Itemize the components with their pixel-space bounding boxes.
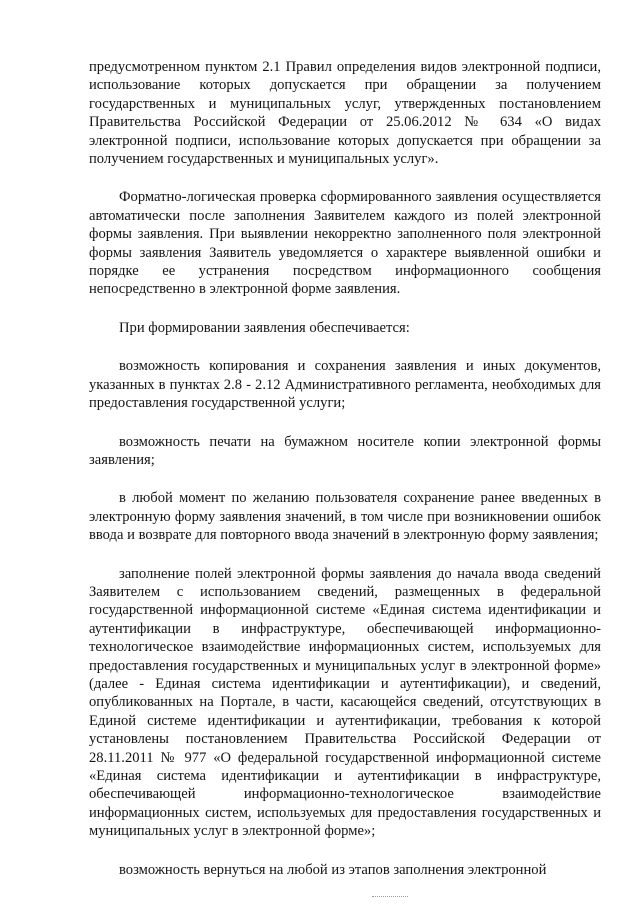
paragraph-save-values: в любой момент по желанию пользователя сохранение ранее введенных в электронную форму заявления значений, в том числе при возникновении ошибок ввода и возврате для повторного ввода значений в электронную форму заявления; xyxy=(89,490,601,544)
paragraph-return-to-step: возможность вернуться на любой из этапов заполнения электронной xyxy=(119,861,547,878)
paragraph-ensured-intro: При формировании заявления обеспечивается: xyxy=(119,319,410,336)
paragraph-continuation: предусмотренном пунктом 2.1 Правил определения видов электронной подписи, использование которых допускается при обращении за получением государственных и муниципальных услуг, утвержденных постановлением Правительства Российской Федерации от 25.06.2012 № 634 «О видах электронной подписи, использование которых допускается при обращении за получением государственных и муниципальных услуг». xyxy=(89,59,601,168)
paragraph-format-logic-check: Форматно-логическая проверка сформированного заявления осуществляется автоматически после заполнения Заявителем каждого из полей электронной формы заявления. При выявлении некорректно заполненного поля электронной формы заявления Заявитель уведомляется о характере выявленной ошибки и порядке ее устранения посредством информационного сообщения непосредственно в электронной форме заявления. xyxy=(89,189,601,298)
paragraph-copy-save: возможность копирования и сохранения заявления и иных документов, указанных в пунктах 2.8 - 2.12 Административного регламента, необходимых для предоставления государственной услуги; xyxy=(89,358,601,412)
document-text-body xyxy=(89,58,601,899)
paragraph-print-copy: возможность печати на бумажном носителе копии электронной формы заявления; xyxy=(89,433,601,468)
scan-artifact xyxy=(372,896,408,899)
paragraph-prefill-fields: заполнение полей электронной формы заявления до начала ввода сведений Заявителем с использованием сведений, размещенных в федеральной государственной информационной системе «Единая система идентификации и аутентификации в инфраструктуре, обеспечивающей информационно-технологическое взаимодействие информационных систем, используемых для предоставления государственных и муниципальных услуг в электронной форме» (далее - Единая система идентификации и аутентификации), и сведений, опубликованных на Портале, в части, касающейся сведений, отсутствующих в Единой системе идентификации и аутентификации, требования к которой установлены постановлением Правительства Российской Федерации от 28.11.2011 № 977 «О федеральной государственной информационной системе «Единая система идентификации и аутентификации в инфраструктуре, обеспечивающей информационно-технологическое взаимодействие информационных систем, используемых для предоставления государственных и муниципальных услуг в электронной форме»; xyxy=(89,565,601,840)
